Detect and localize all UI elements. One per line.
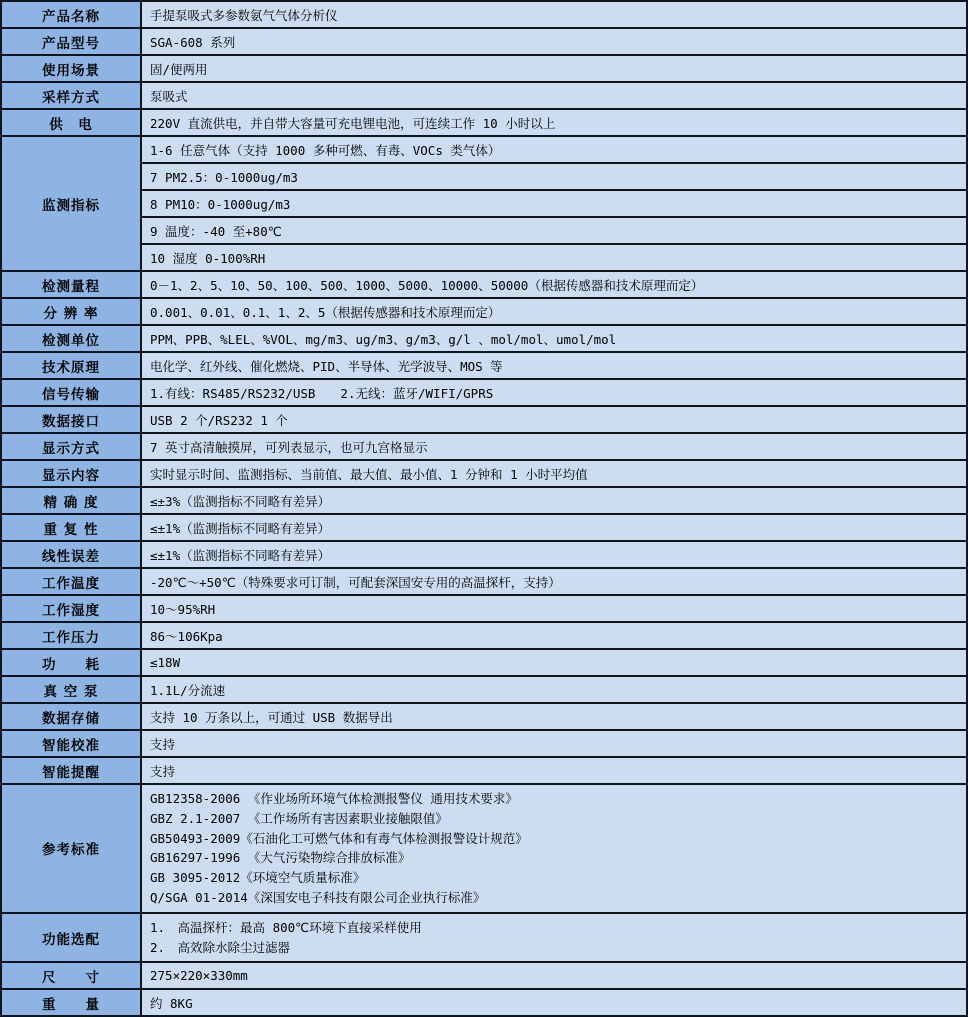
spec-row-label: 参考标准 bbox=[1, 784, 141, 913]
spec-value-line: 2. 高效除水除尘过滤器 bbox=[150, 939, 291, 955]
spec-value-line: GBZ 2.1-2007 《工作场所有害因素职业接触限值》 bbox=[150, 810, 448, 826]
spec-row bbox=[1, 298, 967, 325]
spec-row-label: 技术原理 bbox=[1, 352, 141, 379]
spec-row-value: 7 PM2.5：0-1000ug/m3 bbox=[141, 163, 967, 190]
spec-row-value: 0－1、2、5、10、50、100、500、1000、5000、10000、50000（根据传感器和技术原理而定） bbox=[141, 271, 967, 298]
spec-row-label: 真 空 泵 bbox=[1, 676, 141, 703]
spec-row-value: 220V 直流供电，并自带大容量可充电锂电池，可连续工作 10 小时以上 bbox=[141, 109, 967, 136]
spec-row bbox=[1, 541, 967, 568]
spec-row bbox=[1, 730, 967, 757]
spec-row bbox=[1, 649, 967, 676]
spec-row-value: 固/便两用 bbox=[141, 55, 967, 82]
spec-row bbox=[1, 325, 967, 352]
spec-value-line: Q/SGA 01-2014《深国安电子科技有限公司企业执行标准》 bbox=[150, 889, 486, 905]
spec-row bbox=[1, 352, 967, 379]
spec-table-body bbox=[1, 1, 967, 1016]
spec-row-value: 10～95%RH bbox=[141, 595, 967, 622]
spec-row-value: ≤18W bbox=[141, 649, 967, 676]
spec-row-value: 86～106Kpa bbox=[141, 622, 967, 649]
spec-row-label: 产品型号 bbox=[1, 28, 141, 55]
spec-row-label: 供 电 bbox=[1, 109, 141, 136]
spec-row-label: 尺 寸 bbox=[1, 962, 141, 989]
spec-row-label: 数据存储 bbox=[1, 703, 141, 730]
spec-row-value: ≤±1%（监测指标不同略有差异） bbox=[141, 541, 967, 568]
spec-row-value: 实时显示时间、监测指标、当前值、最大值、最小值、1 分钟和 1 小时平均值 bbox=[141, 460, 967, 487]
spec-row-label: 智能提醒 bbox=[1, 757, 141, 784]
spec-value-line: GB 3095-2012《环境空气质量标准》 bbox=[150, 870, 366, 886]
spec-row-value: 约 8KG bbox=[141, 989, 967, 1016]
spec-row-label: 显示方式 bbox=[1, 433, 141, 460]
spec-row-value: PPM、PPB、%LEL、%VOL、mg/m3、ug/m3、g/m3、g/l 、mol/mol、umol/mol bbox=[141, 325, 967, 352]
spec-row-value: 泵吸式 bbox=[141, 82, 967, 109]
spec-row-value: 1-6 任意气体（支持 1000 多种可燃、有毒、VOCs 类气体） bbox=[141, 136, 967, 163]
spec-row-label: 检测量程 bbox=[1, 271, 141, 298]
spec-row bbox=[1, 487, 967, 514]
spec-row-label: 工作湿度 bbox=[1, 595, 141, 622]
spec-row-value bbox=[141, 784, 967, 913]
spec-row-label: 信号传输 bbox=[1, 379, 141, 406]
spec-row bbox=[1, 460, 967, 487]
spec-row-value: -20℃～+50℃（特殊要求可订制，可配套深国安专用的高温探杆，支持） bbox=[141, 568, 967, 595]
spec-row bbox=[1, 962, 967, 989]
spec-row-value: 1.有线：RS485/RS232/USB 2.无线：蓝牙/WIFI/GPRS bbox=[141, 379, 967, 406]
spec-row-value: 0.001、0.01、0.1、1、2、5（根据传感器和技术原理而定） bbox=[141, 298, 967, 325]
spec-row-label: 使用场景 bbox=[1, 55, 141, 82]
spec-row bbox=[1, 28, 967, 55]
spec-row bbox=[1, 784, 967, 913]
spec-row bbox=[1, 595, 967, 622]
spec-row bbox=[1, 379, 967, 406]
spec-row-label: 检测单位 bbox=[1, 325, 141, 352]
spec-row bbox=[1, 271, 967, 298]
spec-row-label: 工作温度 bbox=[1, 568, 141, 595]
spec-row-value: 支持 bbox=[141, 757, 967, 784]
spec-row-value: 1.1L/分流速 bbox=[141, 676, 967, 703]
spec-row bbox=[1, 406, 967, 433]
spec-row-value: 10 湿度 0-100%RH bbox=[141, 244, 967, 271]
spec-row-label: 线性误差 bbox=[1, 541, 141, 568]
spec-row bbox=[1, 514, 967, 541]
spec-row-label: 精 确 度 bbox=[1, 487, 141, 514]
spec-row-value: SGA-608 系列 bbox=[141, 28, 967, 55]
spec-row-label: 功 耗 bbox=[1, 649, 141, 676]
spec-row bbox=[1, 703, 967, 730]
spec-row bbox=[1, 622, 967, 649]
spec-row-label: 重 量 bbox=[1, 989, 141, 1016]
spec-row-label: 智能校准 bbox=[1, 730, 141, 757]
spec-value-line: GB16297-1996 《大气污染物综合排放标准》 bbox=[150, 850, 411, 866]
spec-row-label: 监测指标 bbox=[1, 136, 141, 271]
spec-value-line: GB12358-2006 《作业场所环境气体检测报警仪 通用技术要求》 bbox=[150, 791, 518, 806]
spec-row-value: 支持 10 万条以上，可通过 USB 数据导出 bbox=[141, 703, 967, 730]
spec-row bbox=[1, 989, 967, 1016]
spec-row-value: ≤±3%（监测指标不同略有差异） bbox=[141, 487, 967, 514]
spec-row-value: 7 英寸高清触摸屏，可列表显示，也可九宫格显示 bbox=[141, 433, 967, 460]
spec-subrow bbox=[1, 217, 967, 244]
spec-row-label: 功能选配 bbox=[1, 913, 141, 963]
spec-row bbox=[1, 913, 967, 963]
spec-row-label: 分 辨 率 bbox=[1, 298, 141, 325]
spec-row bbox=[1, 676, 967, 703]
spec-row-value bbox=[141, 913, 967, 963]
spec-row-value: 9 温度：-40 至+80℃ bbox=[141, 217, 967, 244]
spec-row-value: USB 2 个/RS232 1 个 bbox=[141, 406, 967, 433]
spec-row bbox=[1, 757, 967, 784]
spec-row-value: 手提泵吸式多参数氨气气体分析仪 bbox=[141, 1, 967, 28]
spec-value-line: 1. 高温探杆：最高 800℃环境下直接采样使用 bbox=[150, 919, 422, 935]
spec-row bbox=[1, 433, 967, 460]
spec-subrow bbox=[1, 190, 967, 217]
spec-row bbox=[1, 82, 967, 109]
spec-row-label: 工作压力 bbox=[1, 622, 141, 649]
spec-value-line: GB50493-2009《石油化工可燃气体和有毒气体检测报警设计规范》 bbox=[150, 830, 528, 846]
spec-row-label: 采样方式 bbox=[1, 82, 141, 109]
spec-row-label: 重 复 性 bbox=[1, 514, 141, 541]
spec-row-label: 数据接口 bbox=[1, 406, 141, 433]
spec-row-label: 产品名称 bbox=[1, 1, 141, 28]
spec-row bbox=[1, 109, 967, 136]
spec-row-value: 8 PM10：0-1000ug/m3 bbox=[141, 190, 967, 217]
spec-row bbox=[1, 55, 967, 82]
spec-row-value: 275×220×330mm bbox=[141, 962, 967, 989]
spec-row-label: 显示内容 bbox=[1, 460, 141, 487]
spec-row-value: 电化学、红外线、催化燃烧、PID、半导体、光学波导、MOS 等 bbox=[141, 352, 967, 379]
spec-row bbox=[1, 568, 967, 595]
spec-subrow bbox=[1, 136, 967, 163]
spec-row-value: ≤±1%（监测指标不同略有差异） bbox=[141, 514, 967, 541]
spec-subrow bbox=[1, 244, 967, 271]
spec-row-value: 支持 bbox=[141, 730, 967, 757]
spec-subrow bbox=[1, 163, 967, 190]
spec-row bbox=[1, 1, 967, 28]
